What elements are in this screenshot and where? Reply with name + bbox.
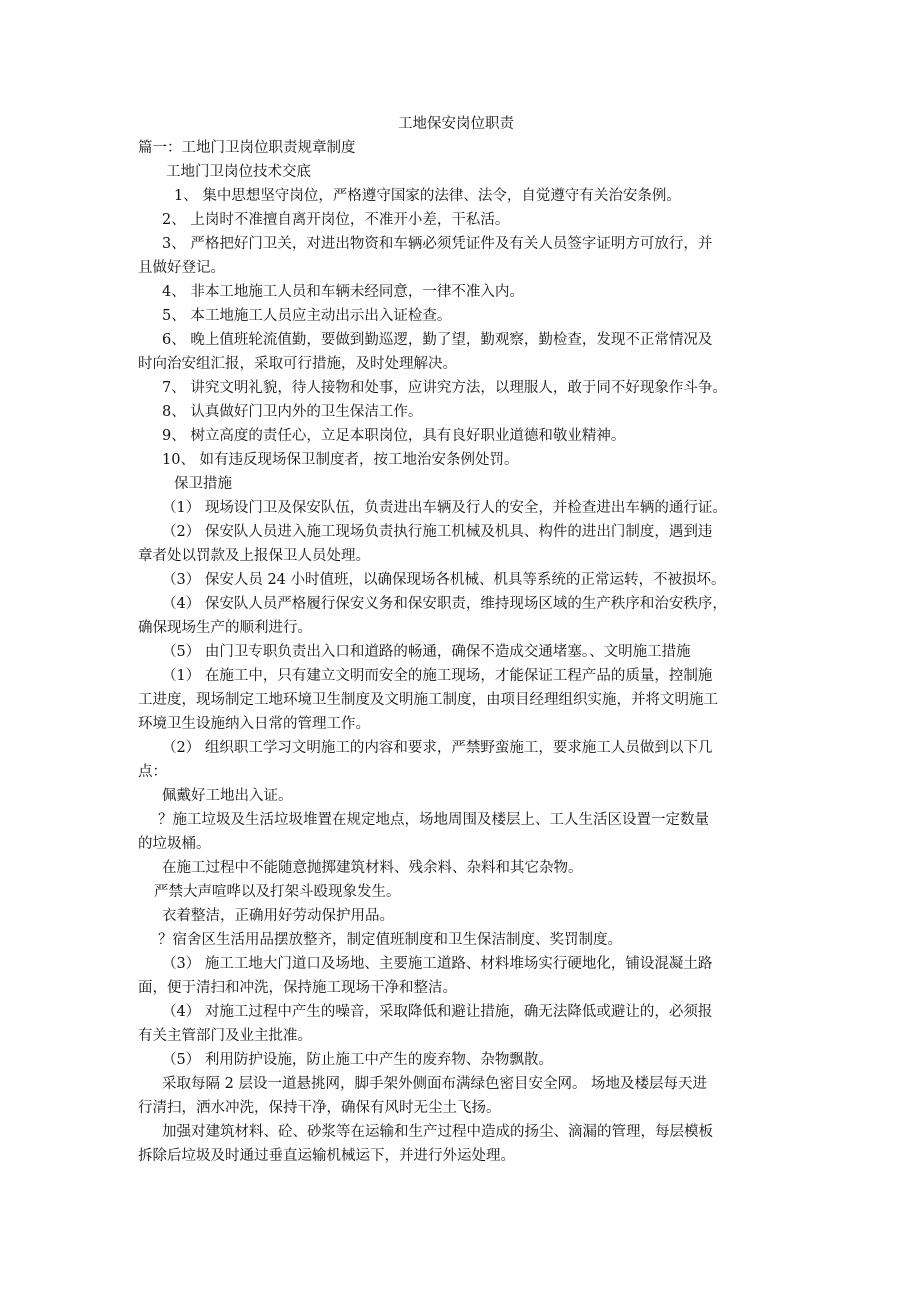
security-line: （3） 保安人员 24 小时值班，以确保现场各机械、机具等系统的正常运转，不被损坏。	[162, 572, 726, 588]
civil-line: 采取每隔 2 层设一道悬挑网，脚手架外侧面布满绿色密目安全网。 场地及楼层每天进	[162, 1076, 708, 1092]
security-line: 工进度，现场制定工地环境卫生制度及文明施工制度，由项目经理组织实施，并将文明施工	[138, 692, 718, 708]
civil-line: （3） 施工工地大门道口及场地、主要施工道路、材料堆场实行硬地化，铺设混凝土路	[162, 956, 713, 972]
document-title: 工地保安岗位职责	[398, 116, 514, 132]
civil-line: 在施工过程中不能随意抛掷建筑材料、残余料、杂料和其它杂物。	[162, 860, 583, 876]
civil-line: 有关主管部门及业主批准。	[138, 1028, 312, 1044]
duty-line: 7、 讲究文明礼貌，待人接物和处事，应讲究方法，以理服人，敢于同不好现象作斗争。	[162, 380, 727, 396]
duty-line: 5、 本工地施工人员应主动出示出入证检查。	[162, 308, 452, 324]
subheading-security-measures: 保卫措施	[174, 476, 232, 492]
civil-line: 的垃圾桶。	[138, 836, 211, 852]
duty-line: 3、 严格把好门卫关，对进出物资和车辆必须凭证件及有关人员签字证明方可放行，并	[162, 236, 713, 252]
civil-line: 加强对建筑材料、砼、砂浆等在运输和生产过程中造成的扬尘、滴漏的管理，每层模板	[162, 1124, 713, 1140]
civil-line: 行清扫，洒水冲洗，保持干净，确保有风时无尘土飞扬。	[138, 1100, 501, 1116]
civil-line: （5） 利用防护设施，防止施工中产生的废弃物、杂物飘散。	[162, 1052, 553, 1068]
civil-line: 严禁大声喧哗以及打架斗殴现象发生。	[154, 884, 401, 900]
security-line: （5） 由门卫专职负责出入口和道路的畅通，确保不造成交通堵塞。、文明施工措施	[162, 644, 691, 660]
civil-line: 佩戴好工地出入证。	[162, 788, 293, 804]
section-heading: 篇一：工地门卫岗位职责规章制度	[138, 140, 356, 156]
civil-line: 拆除后垃圾及时通过垂直运输机械运下，并进行外运处理。	[138, 1148, 515, 1164]
security-line: （4） 保安队人员严格履行保安义务和保安职责，维持现场区域的生产秩序和治安秩序，	[162, 596, 727, 612]
duty-line: 9、 树立高度的责任心，立足本职岗位，具有良好职业道德和敬业精神。	[162, 428, 626, 444]
duty-line: 6、 晚上值班轮流值勤，要做到勤巡逻，勤了望，勤观察，勤检查，发现不正常情况及	[162, 332, 713, 348]
duty-line: 时向治安组汇报，采取可行措施，及时处理解决。	[138, 356, 457, 372]
civil-line: 衣着整洁，正确用好劳动保护用品。	[162, 908, 394, 924]
duty-line: 且做好登记。	[138, 260, 225, 276]
duty-line: 2、 上岗时不准擅自离开岗位，不准开小差，干私活。	[162, 212, 510, 228]
subheading-tech-briefing: 工地门卫岗位技术交底	[166, 164, 311, 180]
security-line: （1） 在施工中，只有建立文明而安全的施工现场，才能保证工程产品的质量，控制施	[162, 668, 713, 684]
security-line: 点：	[138, 764, 167, 780]
security-line: （1） 现场设门卫及保安队伍，负责进出车辆及行人的安全，并检查进出车辆的通行证。	[162, 500, 727, 516]
duty-line: 4、 非本工地施工人员和车辆未经同意，一律不准入内。	[162, 284, 524, 300]
duty-line: 8、 认真做好门卫内外的卫生保洁工作。	[162, 404, 423, 420]
civil-line: （4） 对施工过程中产生的噪音，采取降低和避让措施，确无法降低或避让的，必须报	[162, 1004, 713, 1020]
security-line: 章者处以罚款及上报保卫人员处理。	[138, 548, 370, 564]
security-line: 确保现场生产的顺利进行。	[138, 620, 312, 636]
security-line: 环境卫生设施纳入日常的管理工作。	[138, 716, 370, 732]
civil-line: ？施工垃圾及生活垃圾堆置在规定地点，场地周围及楼层上、工人生活区设置一定数量	[158, 812, 709, 828]
civil-line: ？宿舍区生活用品摆放整齐，制定值班制度和卫生保洁制度、奖罚制度。	[158, 932, 622, 948]
civil-line: 面，便于清扫和冲洗，保持施工现场干净和整洁。	[138, 980, 457, 996]
security-line: （2） 组织职工学习文明施工的内容和要求，严禁野蛮施工，要求施工人员做到以下几	[162, 740, 713, 756]
duty-line: 1、 集中思想坚守岗位，严格遵守国家的法律、法令，自觉遵守有关治安条例。	[174, 188, 681, 204]
security-line: （2） 保安队人员进入施工现场负责执行施工机械及机具、构件的进出门制度，遇到违	[162, 524, 713, 540]
duty-line: 10、 如有违反现场保卫制度者，按工地治安条例处罚。	[162, 452, 519, 468]
